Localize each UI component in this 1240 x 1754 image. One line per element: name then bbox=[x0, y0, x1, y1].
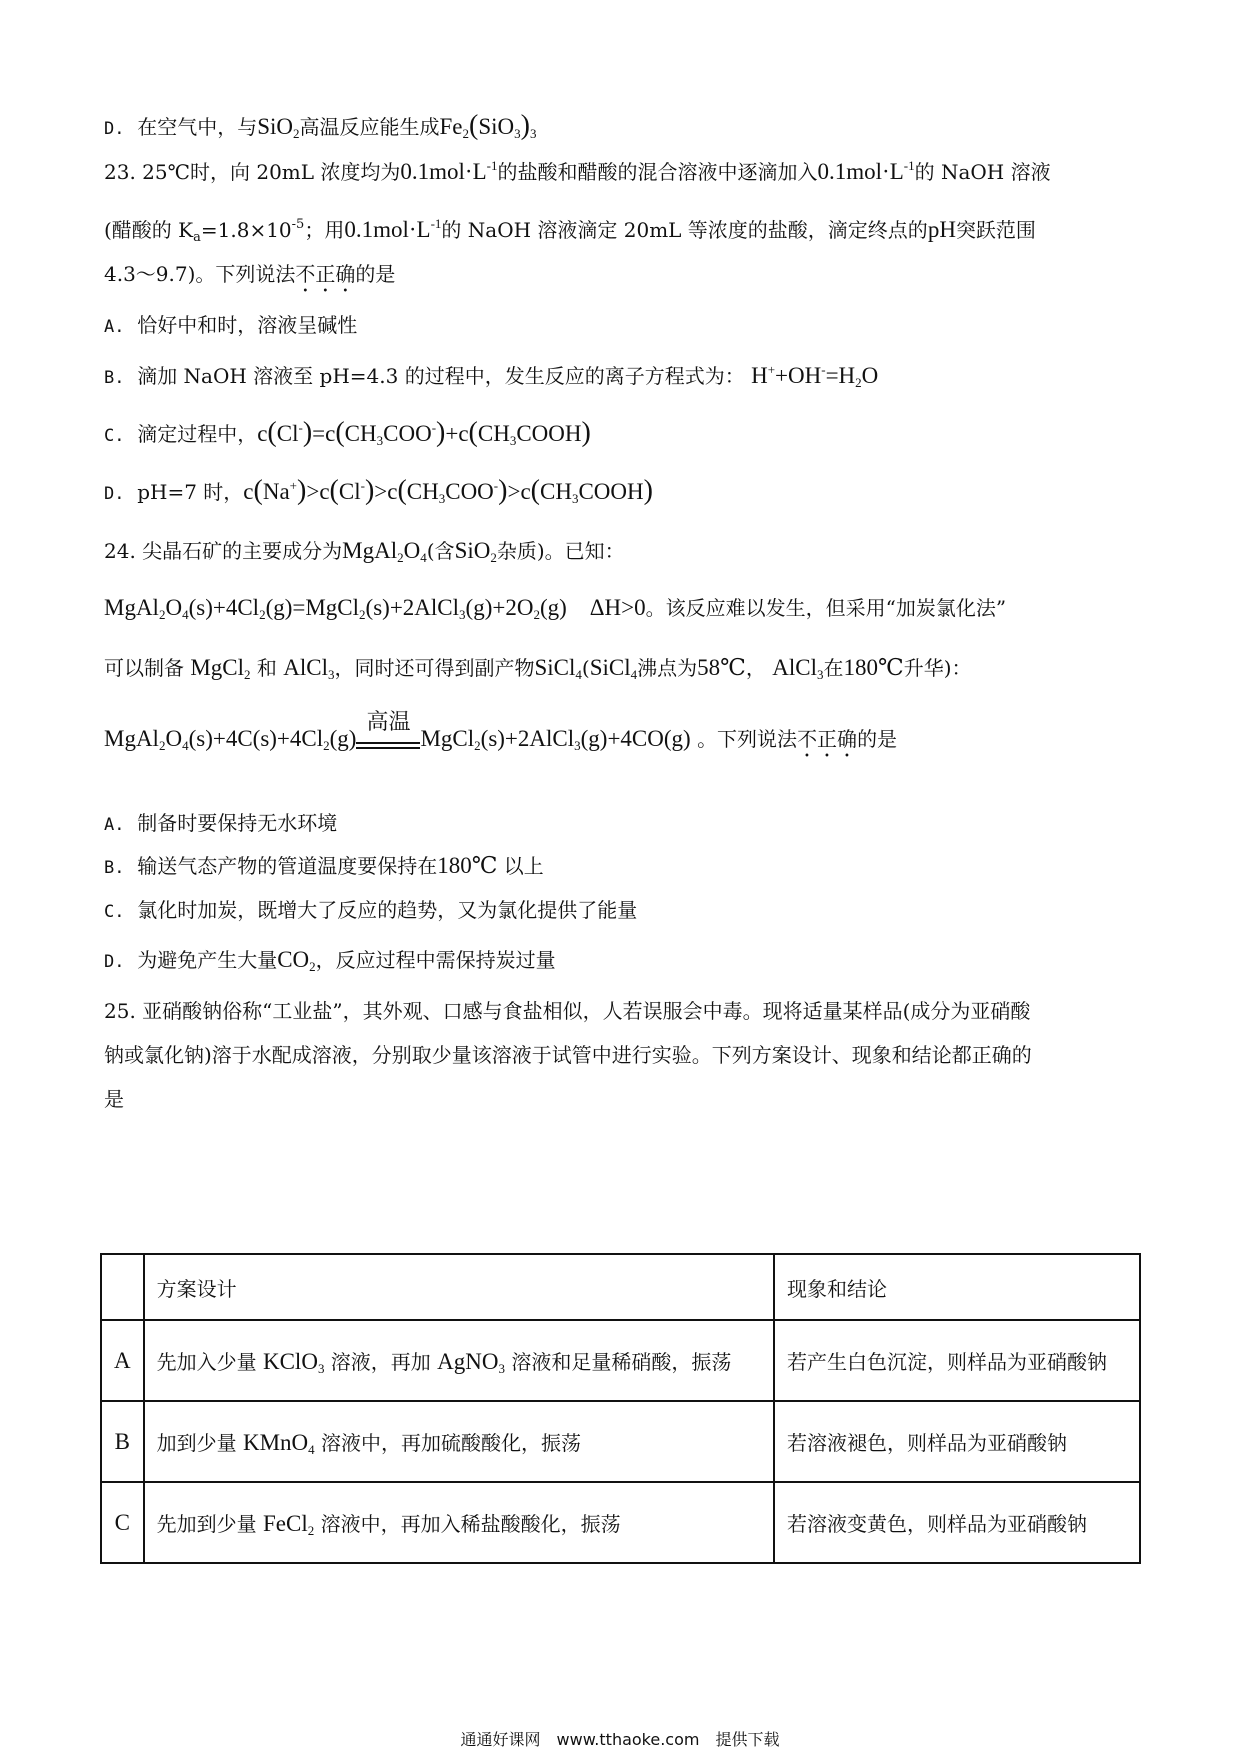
q25-stem-line2: 钠或氯化钠)溶于水配成溶液，分别取少量该溶液于试管中进行实验。下列方案设计、现象和结论都正确的 bbox=[104, 1043, 1032, 1067]
q23-option-c: C. 滴定过程中，$c(Cl^-)=c(CH_3COO^-)+c(CH_3COOH)$ bbox=[104, 417, 591, 448]
header-cell-blank bbox=[101, 1254, 144, 1320]
q24-stem-line1: 24. 尖晶石矿的主要成分为$MgAl_2O_4$(含SiO$_2$杂质)。已知： bbox=[104, 538, 625, 565]
q24-equation-1: $MgAl_2O_4(s)+4Cl_2(g)=MgCl_2(s)+2AlCl_3(g)+2O_2(g)$ ΔH>0。该反应难以发生，但采用“加炭氯化法” bbox=[104, 595, 1007, 622]
result-cell: 若产生白色沉淀，则样品为亚硝酸钠 bbox=[774, 1320, 1140, 1401]
header-cell-design: 方案设计 bbox=[144, 1254, 774, 1320]
design-cell: 先加到少量 FeCl$_2$ 溶液中，再加入稀盐酸酸化，振荡 bbox=[144, 1482, 774, 1563]
q24-stem-line3: 可以制备 MgCl$_2$ 和 AlCl$_3$，同时还可得到副产物SiCl$_4$(SiCl$_4$沸点为58℃， AlCl$_3$在180℃升华)： bbox=[104, 655, 972, 682]
table-row-c bbox=[101, 1482, 1140, 1563]
q23-option-a: A. 恰好中和时，溶液呈碱性 bbox=[104, 313, 358, 337]
row-label: C bbox=[101, 1482, 144, 1563]
table-row-b bbox=[101, 1401, 1140, 1482]
design-cell: 先加入少量 KClO$_3$ 溶液，再加 AgNO$_3$ 溶液和足量稀硝酸，振荡 bbox=[144, 1320, 774, 1401]
q25-table bbox=[100, 1253, 1141, 1564]
q24-option-c: C. 氯化时加炭，既增大了反应的趋势，又为氯化提供了能量 bbox=[104, 898, 638, 922]
q24-option-d: D. 为避免产生大量$CO_2$，反应过程中需保持炭过量 bbox=[104, 947, 556, 974]
row-label: B bbox=[101, 1401, 144, 1482]
q23-stem-line2: (醋酸的 $K_a=1.8\times 10^{-5}$；用$0.1mol\cdot L^{-1}$的 NaOH 溶液滴定 20mL 等浓度的盐酸，滴定终点的pH突跃范围 bbox=[104, 216, 1036, 245]
reaction-condition: 高温 bbox=[356, 727, 420, 755]
q24-equation-2: $MgAl_2O_4(s)+4C(s)+4Cl_2(g)$ 高温 MgCl$_2$(s)+2AlCl$_3$(g)+4CO(g) 。下列说法不正确的是 bbox=[104, 709, 898, 753]
result-cell: 若溶液变黄色，则样品为亚硝酸钠 bbox=[774, 1482, 1140, 1563]
row-label: A bbox=[101, 1320, 144, 1401]
header-cell-result: 现象和结论 bbox=[774, 1254, 1140, 1320]
page-footer: 通通好课网 www.tthaoke.com 提供下载 bbox=[460, 1730, 780, 1749]
q22-option-d: D. 在空气中，与SiO$_2$高温反应能生成$Fe_2(SiO_3)_3$ bbox=[104, 110, 537, 141]
table-header-row bbox=[101, 1254, 1140, 1320]
q23-stem-line1: 23. 25℃时，向 20mL 浓度均为$0.1mol\cdot L^{-1}$的盐酸和醋酸的混合溶液中逐滴加入$0.1mol\cdot L^{-1}$的 NaOH 溶液 bbox=[104, 158, 1051, 184]
design-cell: 加到少量 KMnO$_4$ 溶液中，再加硫酸酸化，振荡 bbox=[144, 1401, 774, 1482]
q25-stem-line1: 25. 亚硝酸钠俗称“工业盐”，其外观、口感与食盐相似，人若误服会中毒。现将适量某样品(成分为亚硝酸 bbox=[104, 999, 1031, 1023]
q23-option-d: D. pH=7 时，$c(Na^+)>c(Cl^-)>c(CH_3COO^-)>c(CH_3COOH)$ bbox=[104, 475, 653, 506]
result-cell: 若溶液褪色，则样品为亚硝酸钠 bbox=[774, 1401, 1140, 1482]
q24-option-b: B. 输送气态产物的管道温度要保持在180℃ 以上 bbox=[104, 853, 544, 878]
q23-option-b: B. 滴加 NaOH 溶液至 pH=4.3 的过程中，发生反应的离子方程式为： $H^++OH^-=H_2O$ bbox=[104, 362, 879, 390]
q25-stem-line3: 是 bbox=[104, 1087, 124, 1111]
q24-option-a: A. 制备时要保持无水环境 bbox=[104, 811, 338, 835]
q23-stem-line3: 4.3～9.7)。下列说法不正确的是 bbox=[104, 262, 396, 286]
table-row-a bbox=[101, 1320, 1140, 1401]
